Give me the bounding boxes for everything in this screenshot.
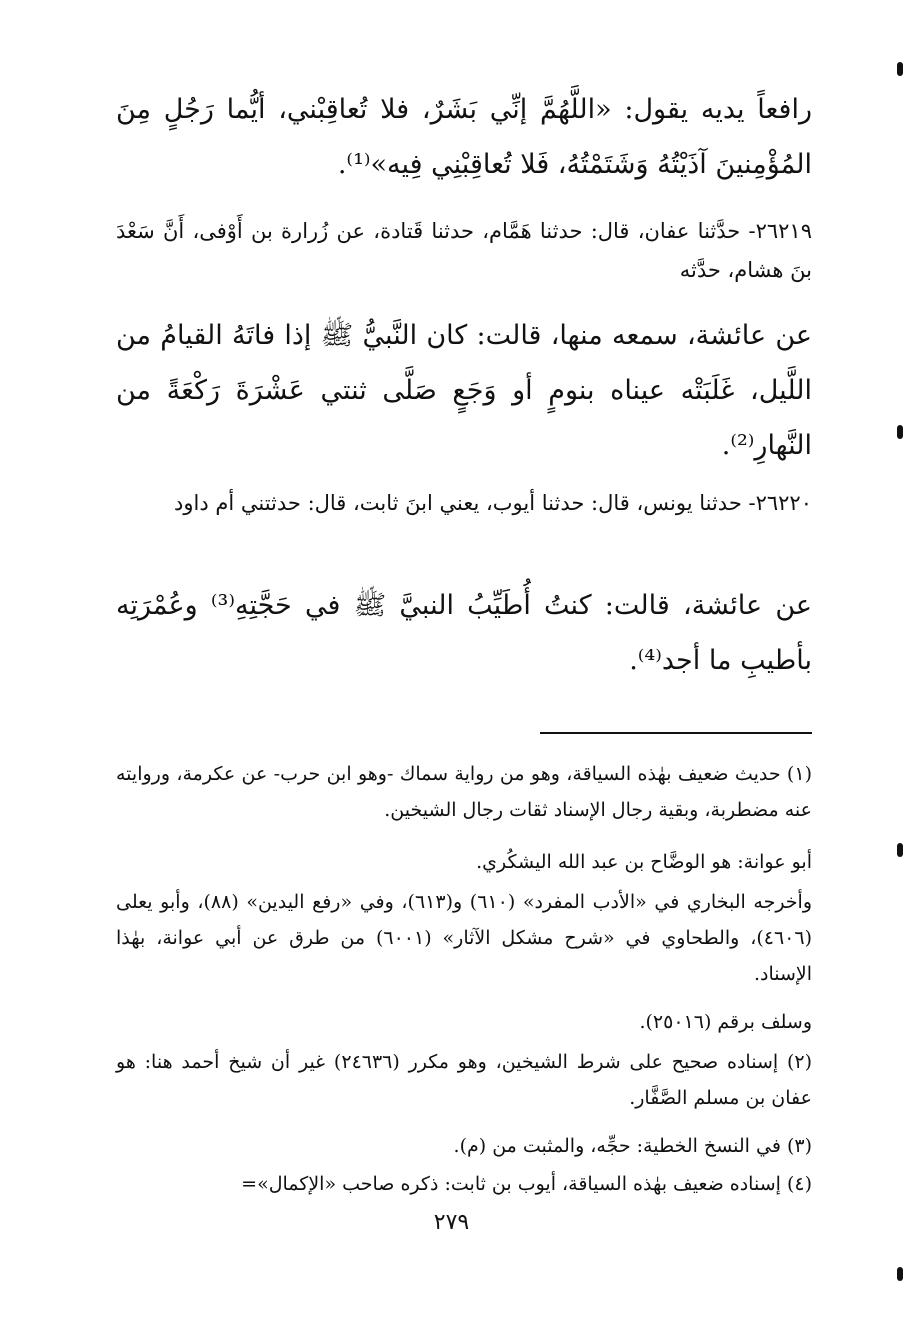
footnote-4: (٤) إسناده ضعيف بهٰذه السياقة، أيوب بن ثابت: ذكره صاحب «الإكمال»= (241, 1173, 812, 1195)
footnote-1-narrator: أبو عوانة: هو الوضَّاح بن عبد الله اليشكُري. (476, 851, 812, 873)
margin-mark (897, 62, 903, 76)
margin-mark (897, 843, 903, 857)
hadith-26220-matn: عن عائشة، قالت: كنتُ أُطَيِّبُ النبيَّ ﷺ في حَجَّتِهِ⁽³⁾ وعُمْرَتِه بأطيبِ ما أجد⁽⁴⁾. (116, 590, 812, 676)
margin-mark (897, 1267, 903, 1281)
footnote-3: (٣) في النسخ الخطية: حجِّه، والمثبت من (م). (453, 1135, 812, 1157)
footnote-2: (٢) إسناده صحيح على شرط الشيخين، وهو مكرر (٢٤٦٣٦) غير أن شيخ أحمد هنا: هو عفان بن مسلم الصَّفَّار. (116, 1051, 813, 1109)
hadith-26219-matn: عن عائشة، سمعه منها، قالت: كان النَّبيُّ ﷺ إذا فاتَهُ القيامُ من اللَّيل، غَلَبَتْه عيناه بنومٍ أو وَجَعٍ صَلَّى ثنتي عَشْرَةَ رَكْعَةً من النَّهارِ⁽²⁾. (116, 320, 812, 461)
page-number: ٢٧٩ (433, 1210, 470, 1235)
footnote-1-takhrij: وأخرجه البخاري في «الأدب المفرد» (٦١٠) و(٦١٣)، وفي «رفع اليدين» (٨٨)، وأبو يعلى (٤٦٠٦)، والطحاوي في «شرح مشكل الآثار» (٦٠٠١) من طرق عن أبي عوانة، بهٰذا الإسناد. (116, 891, 813, 985)
hadith-text-continued: رافعاً يديه يقول: «اللَّهُمَّ إنِّي بَشَرٌ، فلا تُعاقِبْني، أيُّما رَجُلٍ مِنَ المُؤْمِنينَ آذَيْتُهُ وَشَتَمْتُهُ، فَلا تُعاقِبْنِي فِيه»⁽¹⁾. (116, 94, 812, 180)
isnad-26220: ٢٦٢٢٠- حدثنا يونس، قال: حدثنا أيوب، يعني ابنَ ثابت، قال: حدثتني أم داود (174, 491, 812, 515)
footnote-separator (540, 732, 812, 734)
isnad-26219: ٢٦٢١٩- حدَّثنا عفان، قال: حدثنا هَمَّام، حدثنا قَتادة، عن زُرارة بن أَوْفى، أَنَّ سَعْدَ بنَ هشام، حدَّثه (116, 219, 812, 282)
footnote-1: (١) حديث ضعيف بهٰذه السياقة، وهو من رواية سماك -وهو ابن حرب- عن عكرمة، وروايته عنه مضطربة، وبقية رجال الإسناد ثقات رجال الشيخين. (116, 763, 812, 821)
footnote-1-cross-ref: وسلف برقم (٢٥٠١٦). (639, 1011, 812, 1033)
margin-mark (897, 425, 903, 439)
